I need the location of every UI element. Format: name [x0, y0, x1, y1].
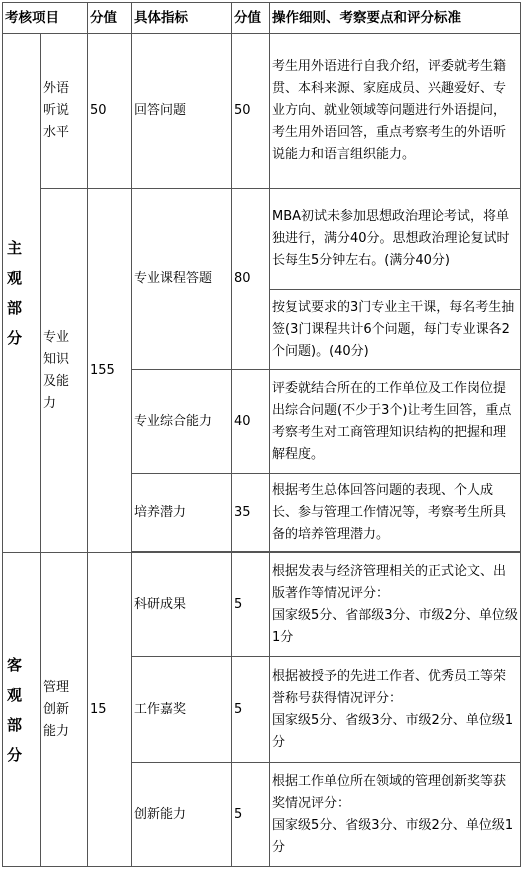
award-sub-score: 5 [232, 657, 270, 763]
subjective-label: 主 观 部 分 [3, 34, 41, 553]
table-row [3, 189, 521, 290]
research-detail: 根据发表与经济管理相关的正式论文、出版著作等情况评分： 国家级5分、省部级3分、市级2分、单位级1分 [270, 553, 521, 657]
potential-indicator: 培养潜力 [132, 474, 232, 552]
comprehensive-sub-score: 40 [232, 370, 270, 474]
course-detail-politics: MBA初试未参加思想政治理论考试，将单独进行，满分40分。思想政治理论复试时长每生5分钟左右。(满分40分) [270, 189, 521, 290]
award-detail: 根据被授予的先进工作者、优秀员工等荣誉称号获得情况评分： 国家级5分、省级3分、市级2分、单位级1分 [270, 657, 521, 763]
header-detail: 操作细则、考察要点和评分标准 [270, 3, 521, 34]
professional-score: 155 [88, 189, 132, 553]
language-score: 50 [88, 34, 132, 189]
language-detail: 考生用外语进行自我介绍，评委就考生籍贯、本科来源、家庭成员、兴趣爱好、专业方向、就业领域等问题进行外语提问，考生用外语回答，重点考察考生的外语听说能力和语言组织能力。 [270, 34, 521, 189]
award-indicator: 工作嘉奖 [132, 657, 232, 763]
research-indicator: 科研成果 [132, 553, 232, 657]
scoring-table [2, 2, 521, 867]
language-sub-score: 50 [232, 34, 270, 189]
header-row [3, 3, 521, 34]
language-category: 外语 听说 水平 [41, 34, 88, 189]
professional-category: 专业 知识 及能 力 [41, 189, 88, 553]
creative-detail: 根据工作单位所在领域的管理创新奖等获奖情况评分： 国家级5分、省级3分、市级2分、单位级1分 [270, 763, 521, 867]
course-detail-major: 按复试要求的3门专业主干课，每名考生抽签(3门课程共计6个问题，每门专业课各2个问题)。(40分) [270, 290, 521, 370]
research-sub-score: 5 [232, 553, 270, 657]
innovation-score: 15 [88, 553, 132, 867]
header-indicator: 具体指标 [132, 3, 232, 34]
table-row [3, 553, 521, 657]
innovation-category: 管理 创新 能力 [41, 553, 88, 867]
header-item: 考核项目 [3, 3, 88, 34]
table-row [3, 34, 521, 189]
comprehensive-detail: 评委就结合所在的工作单位及工作岗位提出综合问题(不少于3个)让考生回答，重点考察考生对工商管理知识结构的把握和理解程度。 [270, 370, 521, 474]
course-sub-score: 80 [232, 189, 270, 370]
course-indicator: 专业课程答题 [132, 189, 232, 370]
header-sub-score: 分值 [232, 3, 270, 34]
creative-sub-score: 5 [232, 763, 270, 867]
language-indicator: 回答问题 [132, 34, 232, 189]
header-score: 分值 [88, 3, 132, 34]
creative-indicator: 创新能力 [132, 763, 232, 867]
comprehensive-indicator: 专业综合能力 [132, 370, 232, 474]
potential-sub-score: 35 [232, 474, 270, 552]
objective-label: 客 观 部 分 [3, 553, 41, 867]
potential-detail: 根据考生总体回答问题的表现、个人成长、参与管理工作情况等，考察考生所具备的培养管理潜力。 [270, 474, 521, 552]
